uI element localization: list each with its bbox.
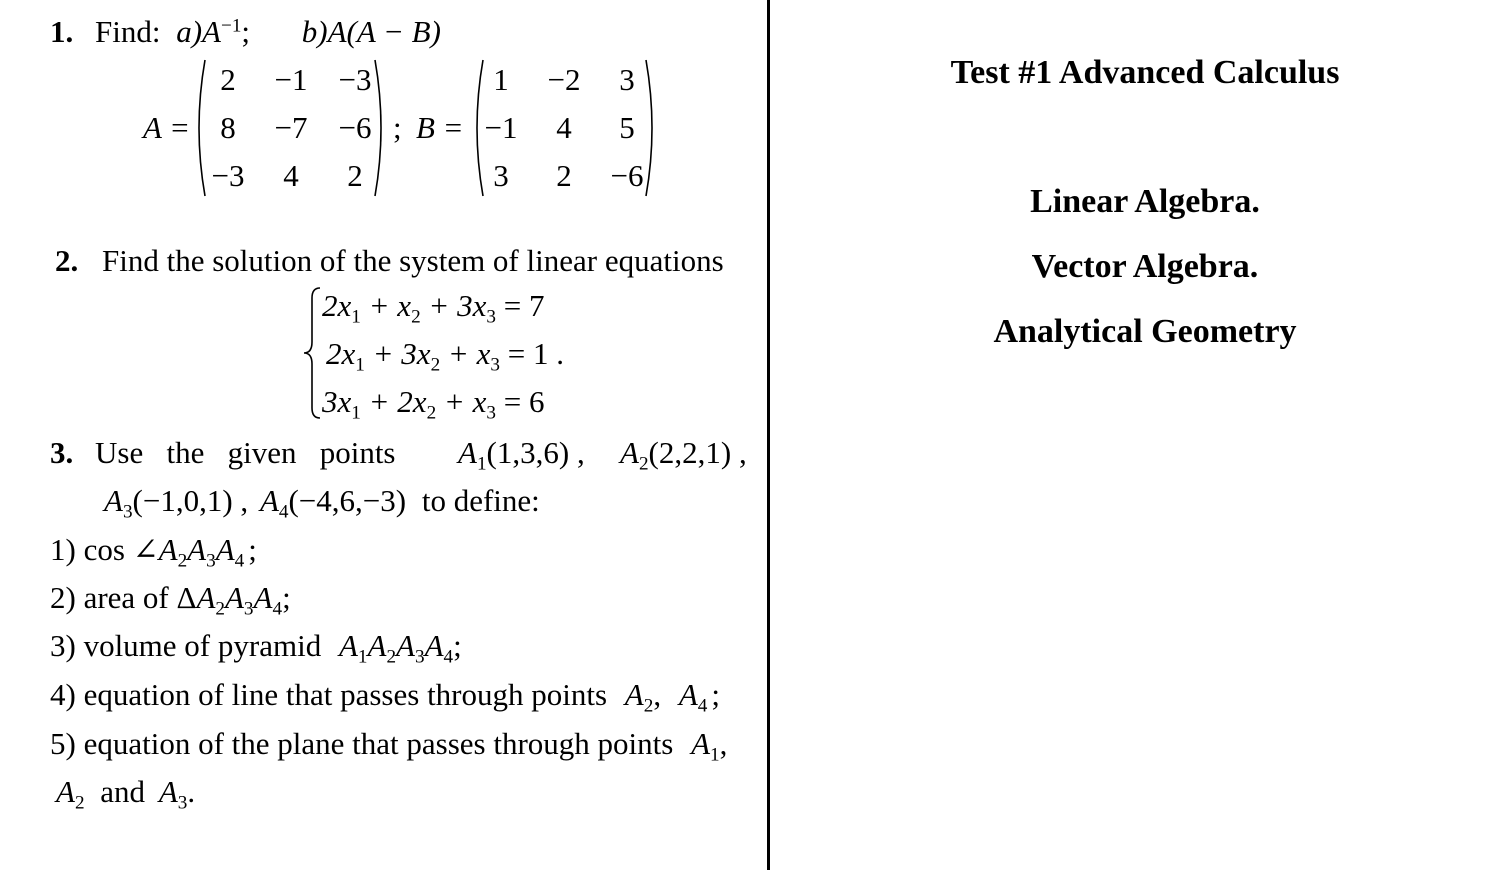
inverse-superscript: −1 [220,15,242,37]
problem-3-heading [50,437,396,468]
task-item-4: 4) equation of line that passes through points $A_2$, $A_4$ ; [50,677,721,717]
matrix-b-cell: −1 [484,110,518,145]
topic-vector-algebra: Vector Algebra. [1031,248,1259,285]
problem-3-number: 3. [50,435,74,470]
matrix-b-cell: −6 [610,158,644,193]
task-item-5: 5) equation of the plane that passes through points $A_1$, [50,726,728,766]
matrix-b-label: B = [416,110,464,145]
part-a-semicolon: ; [241,14,251,49]
problem-1-number: 1. [50,14,74,49]
point-a1: $A_1(1,3,6)$ , [458,435,585,475]
matrix-a-cell: −6 [338,110,372,145]
matrix-b-cell: 1 [493,62,509,97]
task-item-3: 3) volume of pyramid $A_1A_2A_3A_4$; [50,628,462,668]
task-item-5-continuation: $A_2$ and $A_3$. [56,774,196,814]
matrix-b-cell: 3 [619,62,635,97]
problem-3-intro: Use the given points [95,435,396,470]
system-brace [300,286,324,420]
topic-linear-algebra: Linear Algebra. [1030,183,1260,220]
point-a3: $A_3(-1,0,1)$ , [104,483,249,523]
matrix-b-cell: 2 [556,158,572,193]
task-item-1: 1) $\cos \angle A_2A_3A_4$ ; [50,532,257,572]
column-divider [767,0,770,870]
matrix-b-cell: −2 [547,62,581,97]
problem-2-heading [55,245,724,276]
equation-3: $3x_1 + 2x_2 + x_3 = 6$ [322,384,545,424]
matrix-a-cell: −3 [338,62,372,97]
matrix-a-cell: 8 [220,110,236,145]
matrix-a-cell: 2 [220,62,236,97]
test-title: Test #1 Advanced Calculus [950,54,1340,91]
problem-2-text: Find the solution of the system of linear equations [102,243,724,278]
matrix-b-cell: 5 [619,110,635,145]
equation-1: $2x_1 + x_2 + 3x_3 = 7$ [322,288,545,328]
matrix-a-cell: 4 [283,158,299,193]
define-text: to define: [421,483,540,518]
matrix-a-cell: −7 [274,110,308,145]
matrix-separator: ; [393,110,402,145]
matrix-a-cell: −3 [211,158,245,193]
point-a2: $A_2(2,2,1)$ , [620,435,747,475]
topic-analytical-geometry: Analytical Geometry [993,313,1297,350]
problem-1-prompt: Find: [95,14,161,49]
task-item-2: 2) area of $\Delta A_2A_3A_4$; [50,580,291,620]
matrix-a-cell: 2 [347,158,363,193]
problem-1-heading [50,16,441,47]
problem-2-number: 2. [55,243,79,278]
matrix-a-cell: −1 [274,62,308,97]
matrix-b-cell: 3 [493,158,509,193]
equation-2: $2x_1 + 3x_2 + x_3 = 1$ . [326,336,564,376]
points-line-2 [104,483,540,523]
point-a4: $A_4(-4,6,-3)$ [259,483,407,523]
matrix-b-cell: 4 [556,110,572,145]
problem-1-part-a: a)A [176,14,221,49]
matrix-a-label: A = [143,110,191,145]
problem-1-part-b: b)A(A − B) [301,14,441,49]
